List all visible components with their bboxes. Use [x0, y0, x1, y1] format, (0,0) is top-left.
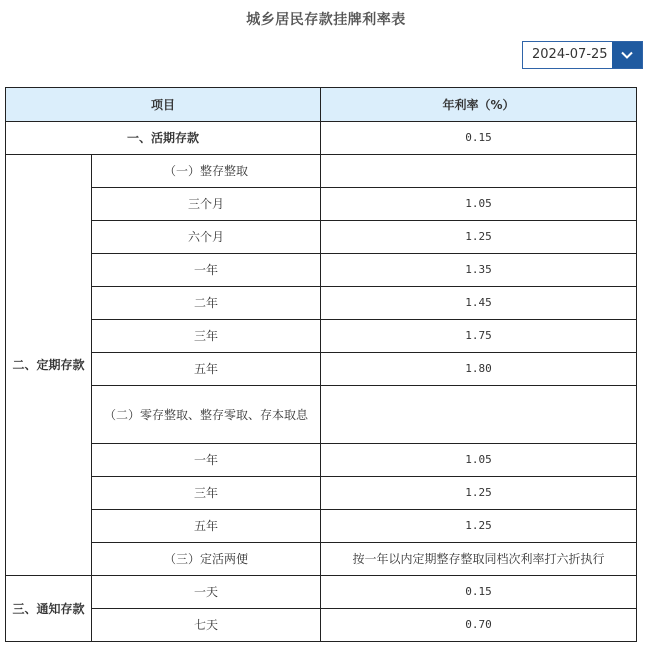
installment-label: （二）零存整取、整存零取、存本取息: [92, 386, 321, 444]
table-row: [6, 576, 637, 609]
table-row: [6, 320, 637, 353]
table-row: [6, 510, 637, 543]
lump-sum-label: （一）整存整取: [92, 155, 321, 188]
term-cell: 一年: [92, 444, 321, 477]
term-cell: 三个月: [92, 188, 321, 221]
page-title: 城乡居民存款挂牌利率表: [246, 12, 406, 28]
date-select-button[interactable]: [612, 42, 642, 68]
term-cell: 一年: [92, 254, 321, 287]
table-row: [6, 221, 637, 254]
rate-cell: 1.35: [321, 254, 637, 287]
chevron-down-icon: [621, 51, 633, 59]
term-cell: 一天: [92, 576, 321, 609]
rate-cell: 0.15: [321, 576, 637, 609]
table-row: [6, 155, 637, 188]
rate-cell: 1.05: [321, 188, 637, 221]
term-cell: 二年: [92, 287, 321, 320]
table-header-row: [6, 88, 637, 122]
table-row: [6, 444, 637, 477]
rate-cell: 1.05: [321, 444, 637, 477]
table-row: [6, 386, 637, 444]
table-row: [6, 188, 637, 221]
table-row: [6, 543, 637, 576]
date-select-value: 2024-07-25: [532, 47, 608, 62]
term-cell: 五年: [92, 353, 321, 386]
header-item: 项目: [6, 88, 321, 122]
term-cell: 六个月: [92, 221, 321, 254]
table-row: [6, 254, 637, 287]
rate-cell: 1.25: [321, 221, 637, 254]
demand-deposit-label: 一、活期存款: [6, 122, 321, 155]
rate-cell: 1.45: [321, 287, 637, 320]
term-cell: 三年: [92, 320, 321, 353]
lump-sum-rate-empty: [321, 155, 637, 188]
table-row: [6, 287, 637, 320]
table-row: [6, 122, 637, 155]
term-cell: 七天: [92, 609, 321, 642]
term-cell: 三年: [92, 477, 321, 510]
rate-cell: 0.70: [321, 609, 637, 642]
header-rate: 年利率（%）: [321, 88, 637, 122]
rate-cell: 1.25: [321, 477, 637, 510]
rate-cell: 1.75: [321, 320, 637, 353]
installment-rate-empty: [321, 386, 637, 444]
demand-deposit-rate: 0.15: [321, 122, 637, 155]
notice-deposit-label: 三、通知存款: [6, 576, 92, 642]
time-deposit-label: 二、定期存款: [6, 155, 92, 576]
date-select[interactable]: [522, 41, 643, 69]
table-row: [6, 477, 637, 510]
flexible-label: （三）定活两便: [92, 543, 321, 576]
interest-rate-table: [5, 87, 637, 642]
table-row: [6, 353, 637, 386]
rate-cell: 1.25: [321, 510, 637, 543]
rate-cell: 1.80: [321, 353, 637, 386]
term-cell: 五年: [92, 510, 321, 543]
table-row: [6, 609, 637, 642]
flexible-rate: 按一年以内定期整存整取同档次利率打六折执行: [321, 543, 637, 576]
